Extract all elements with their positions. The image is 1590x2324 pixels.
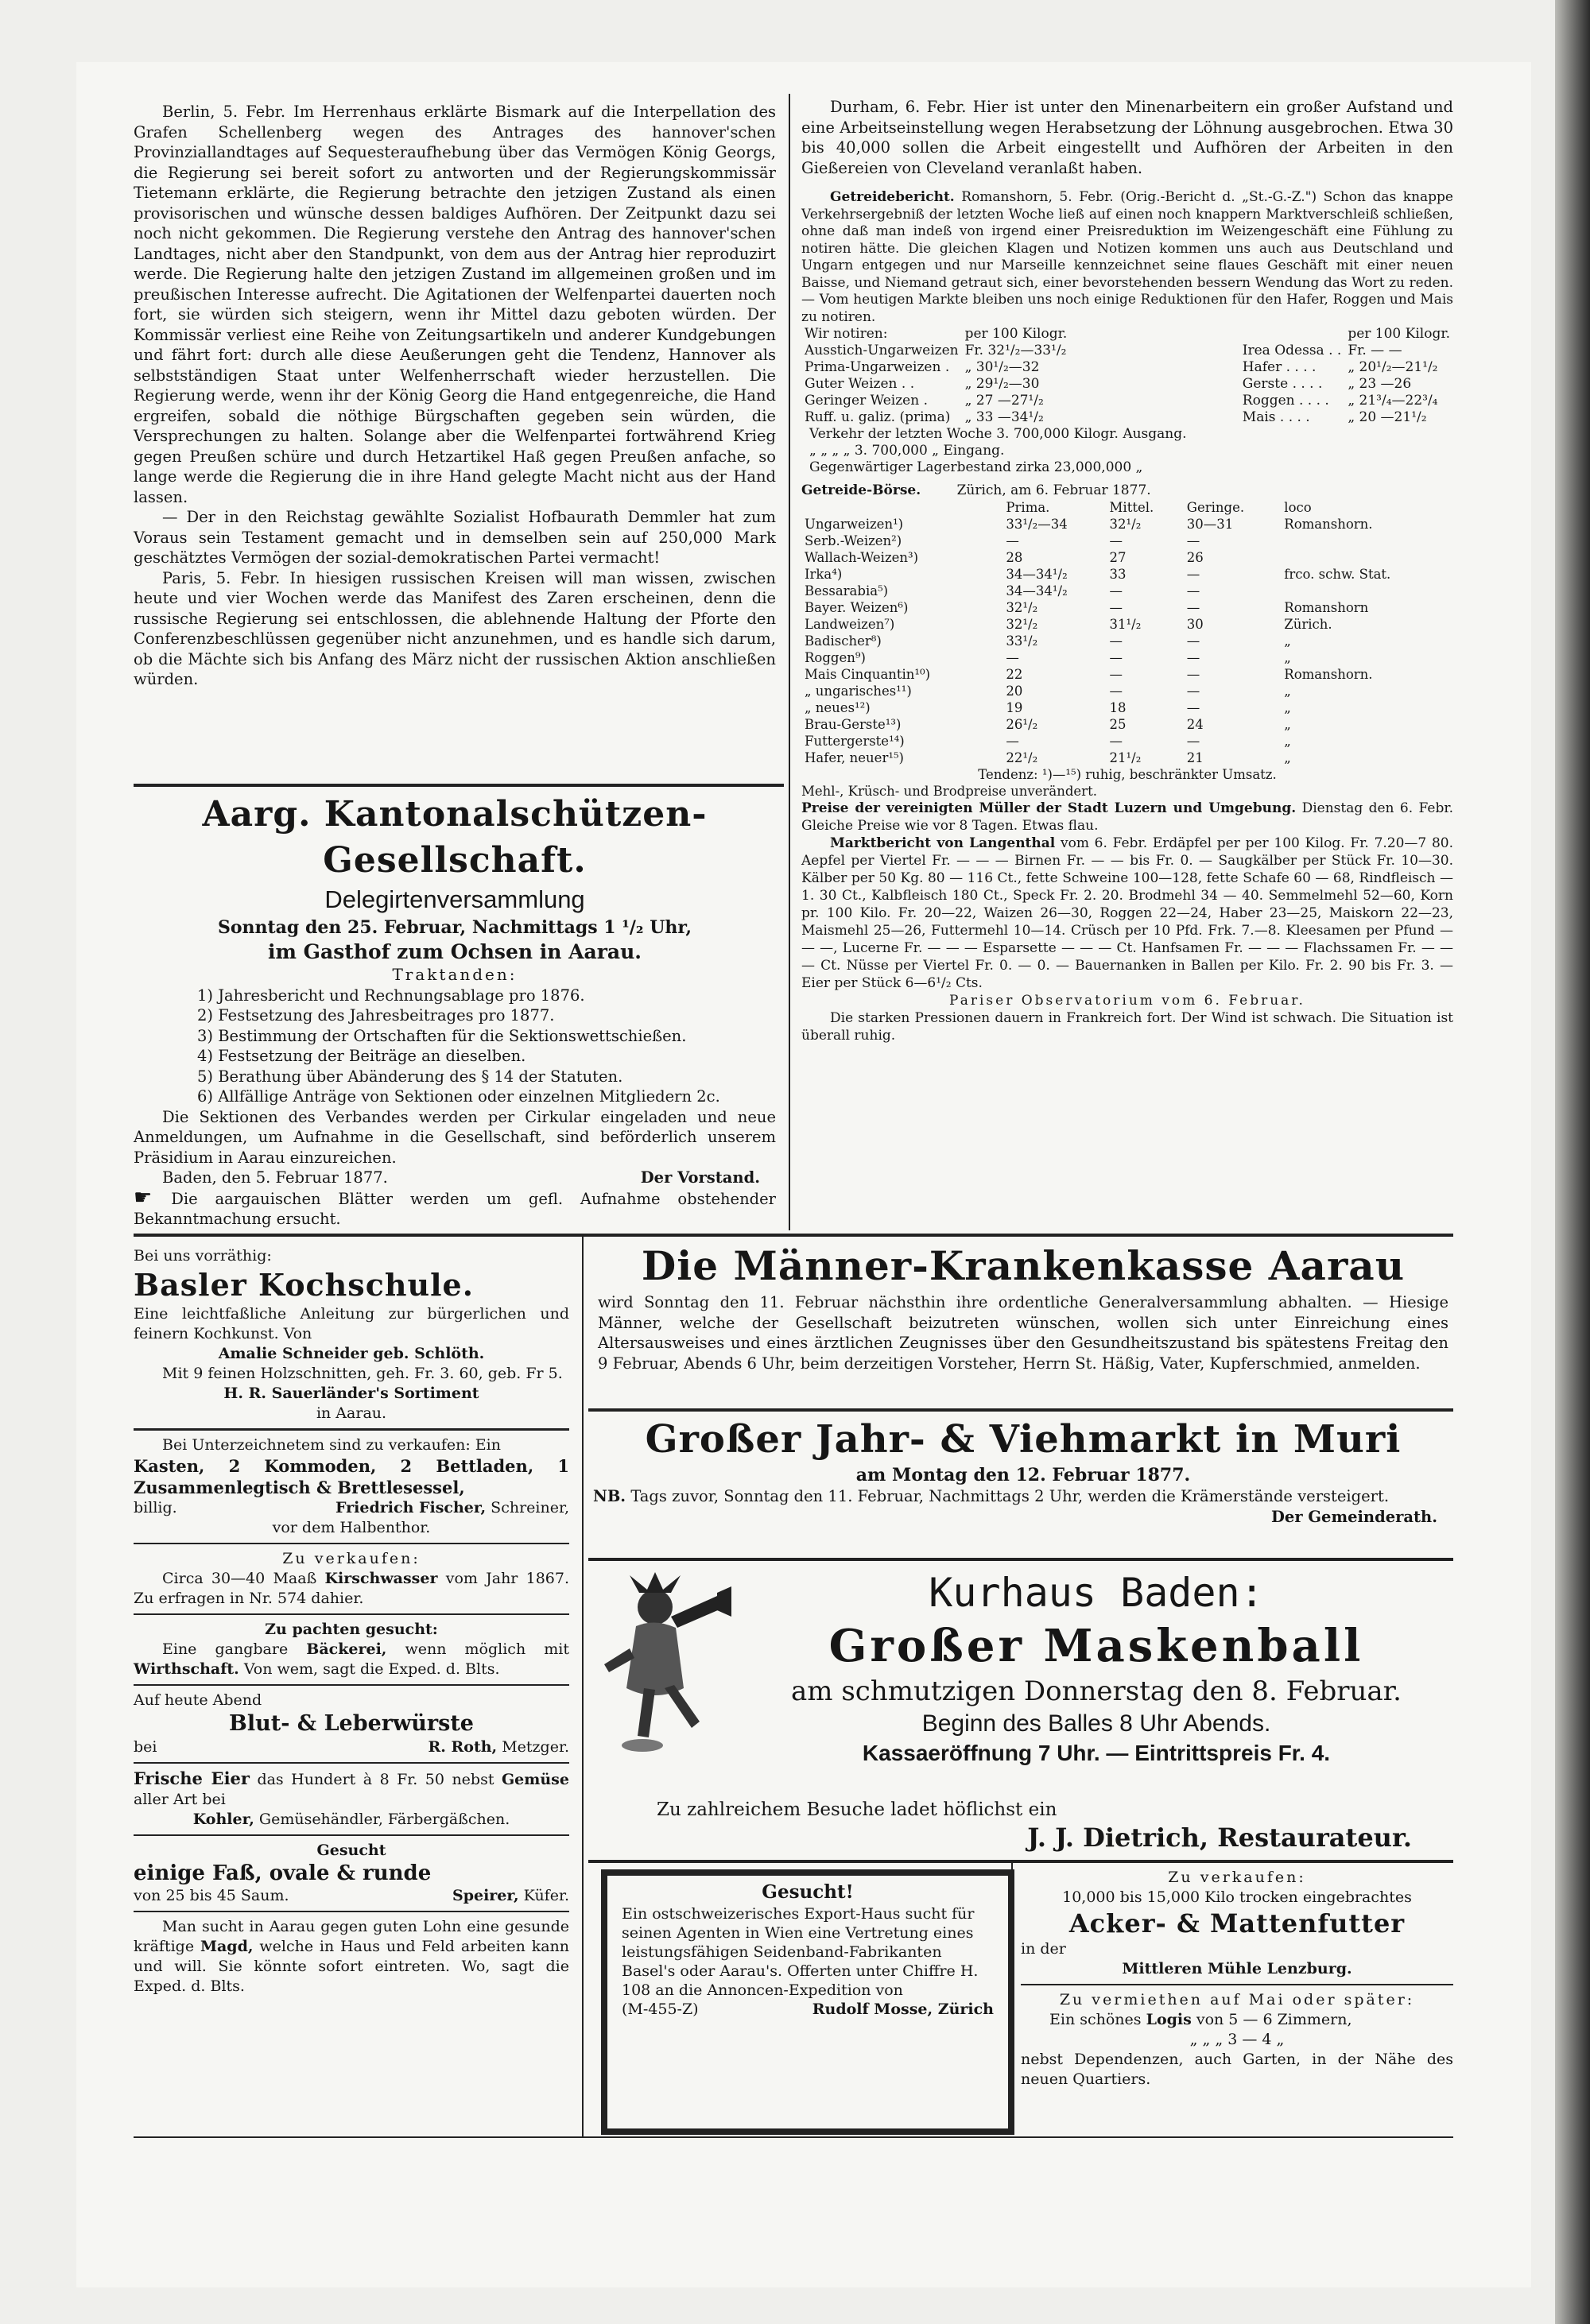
boerse-cell: — xyxy=(1109,600,1123,615)
boerse-cell: — xyxy=(1186,684,1200,699)
wurst-row xyxy=(134,1737,569,1757)
kurhaus-begin: Beginn des Balles 8 Uhr Abends. xyxy=(921,1710,1271,1737)
schuetzen-text: Die Sektionen des Verbandes werden per Cirkular eingeladen und neue Anmeldungen, um Aufnahme in die Gesellschaft, sind beförderlich unserem Präsidium in Aarau einzureichen. xyxy=(134,1107,776,1167)
boerse-cell: Brau-Gerste¹³) xyxy=(805,717,902,732)
boerse-row xyxy=(801,716,1453,733)
fischer-row xyxy=(134,1498,569,1518)
schuetzen-note xyxy=(134,1185,777,1230)
kirsch-text2: vom Jahr 1867. Zu erfragen in Nr. 574 dahier. xyxy=(134,1570,570,1607)
boerse-cell: Bessarabia⁵) xyxy=(805,583,889,598)
boerse-cell: 34—34¹/₂ xyxy=(1006,567,1068,582)
eier-text2: aller Art bei xyxy=(134,1791,226,1808)
getreide-head: Getreidebericht. xyxy=(830,189,955,205)
boerse-cell: 32¹/₂ xyxy=(1006,600,1038,615)
boerse-cell: 21 xyxy=(1186,750,1204,765)
wurst-pre: Auf heute Abend xyxy=(134,1691,262,1709)
scan-edge xyxy=(1555,0,1590,2324)
fischer-name: Friedrich Fischer, xyxy=(335,1499,487,1516)
boerse-cell: 19 xyxy=(1006,700,1023,715)
separator-wide xyxy=(134,1234,1453,1237)
boerse-cell: „ xyxy=(1284,734,1291,749)
muri-text-body: Tags zuvor, Sonntag den 11. Februar, Nachmittags 2 Uhr, werden die Krämerstände versteigert. xyxy=(630,1487,1390,1505)
prices-tables xyxy=(801,326,1453,426)
langenthal-report xyxy=(801,835,1453,992)
durham-article: Durham, 6. Febr. Hier ist unter den Minenarbeitern ein großer Aufstand und eine Arbeitseinstellung wegen Herabsetzung der Löhnung ausgebrochen. Etwa 30 bis 40,000 sollen die Arbeit eingestellt und Aufhören der Arbeiten in den Gießereien von Cleveland veranlaßt haben. xyxy=(801,98,1453,177)
boerse-cell: 20 xyxy=(1006,684,1023,699)
lager-line: Gegenwärtiger Lagerbestand zirka 23,000,000 „ xyxy=(809,459,1143,475)
boerse-cell: 27 xyxy=(1109,550,1127,565)
figure-leg xyxy=(638,1688,655,1737)
boerse-cell: Roggen⁹) xyxy=(805,650,866,665)
eier-bold2: Gemüse xyxy=(501,1771,569,1788)
pointing-hand-icon: ☛ xyxy=(134,1185,172,1210)
observatorium-head: Pariser Observatorium vom 6. Februar. xyxy=(949,993,1305,1009)
boerse-cell: Serb.-Weizen²) xyxy=(805,533,902,548)
kasse-ad xyxy=(593,1240,1453,1373)
eier-text1: das Hundert à 8 Fr. 50 nebst xyxy=(257,1771,494,1788)
ad-rule xyxy=(134,1684,569,1686)
kochschule-author: Amalie Schneider geb. Schlöth. xyxy=(218,1345,485,1362)
tendenz: Tendenz: ¹)—¹⁵) ruhig, beschränkter Umsatz. xyxy=(978,767,1277,782)
kirsch-text1: Circa 30—40 Maaß xyxy=(162,1570,317,1587)
gesucht-head: Gesucht! xyxy=(762,1881,854,1903)
boerse-row xyxy=(801,749,1453,766)
boerse-col: Prima. xyxy=(1006,500,1050,515)
schuetzen-date: Sonntag den 25. Februar, Nachmittags 1 ¹/₂ Uhr, xyxy=(217,917,692,938)
boerse-cell: „ xyxy=(1284,700,1291,715)
faesser-row xyxy=(134,1886,569,1906)
ad-rule xyxy=(134,1834,569,1836)
price-value: „ 33 —34¹/₂ xyxy=(964,409,1044,425)
schuetzen-baden: Baden, den 5. Februar 1877. xyxy=(162,1168,388,1187)
preise-text: Dienstag den 6. Febr. Gleiche Preise wie vor 8 Tagen. Etwas flau. xyxy=(801,800,1454,834)
kochschule-title: Basler Kochschule. xyxy=(134,1267,474,1303)
boerse-row xyxy=(801,699,1453,716)
faesser-name: Speirer, xyxy=(452,1887,519,1904)
boerse-cell: Mais Cinquantin¹⁰) xyxy=(805,667,931,682)
boerse-cell: Romanshorn xyxy=(1284,600,1369,615)
boerse-cell: „ xyxy=(1284,750,1291,765)
column-left-news xyxy=(134,102,776,690)
boerse-cell: 26¹/₂ xyxy=(1006,717,1038,732)
kurhaus-name: J. J. Dietrich, Restaurateur. xyxy=(1027,1822,1412,1853)
boerse-cell: — xyxy=(1186,633,1200,649)
kurhaus-ad xyxy=(739,1567,1453,1768)
pachten-bold2: Wirthschaft. xyxy=(134,1660,239,1678)
boerse-cell: Irka⁴) xyxy=(805,567,843,582)
ad-rule xyxy=(134,1762,569,1764)
boerse-cell: 31¹/₂ xyxy=(1109,617,1142,632)
boerse-cell: frco. schw. Stat. xyxy=(1284,567,1391,582)
boerse-cell: — xyxy=(1109,684,1123,699)
box-divider xyxy=(1011,1863,1013,2135)
muri-nb: NB. xyxy=(593,1487,626,1505)
logis-head: Zu vermiethen auf Mai oder später: xyxy=(1059,1991,1415,2008)
wurst-bei: bei xyxy=(134,1738,157,1756)
price-name: Prima-Ungarweizen . xyxy=(805,359,950,375)
kochschule-pre: Bei uns vorräthig: xyxy=(134,1247,272,1265)
boerse-cell: 22¹/₂ xyxy=(1006,750,1038,765)
price-value: „ 21³/₄—22³/₄ xyxy=(1348,393,1438,409)
faesser-title: einige Faß, ovale & runde xyxy=(134,1861,432,1885)
boerse-cell: Hafer, neuer¹⁵) xyxy=(805,750,904,765)
boerse-row xyxy=(801,549,1453,566)
schuetzen-signature-row xyxy=(134,1168,776,1188)
berlin-article-2: — Der in den Reichstag gewählte Sozialist Hofbaurath Demmler hat zum Voraus sein Testament gemacht und in demselben sein auf 250,000 Mark geschätztes Vermögen der sozial-demokratischen Partei vermacht! xyxy=(134,508,776,567)
boerse-row xyxy=(801,633,1453,649)
boerse-cell: „ xyxy=(1284,717,1291,732)
traktandum: 5) Berathung über Abänderung des § 14 der Statuten. xyxy=(197,1067,623,1086)
wir-notiren: Wir notiren: xyxy=(805,326,888,342)
traktandum: 2) Festsetzung des Jahresbeitrages pro 1877. xyxy=(197,1006,555,1024)
boerse-cell: 24 xyxy=(1186,717,1204,732)
trumpet-bell xyxy=(717,1586,731,1617)
kurhaus-footer xyxy=(636,1798,1439,1853)
muri-sig: Der Gemeinderath. xyxy=(1271,1507,1437,1526)
eier-job: Gemüsehändler, Färbergäßchen. xyxy=(258,1811,510,1828)
boerse-cell: 32¹/₂ xyxy=(1006,617,1038,632)
logis-text3: nebst Dependenzen, auch Garten, in der Nähe des neuen Quartiers. xyxy=(1021,2051,1453,2088)
kirsch-head: Zu verkaufen: xyxy=(282,1550,421,1567)
wurst-name: R. Roth, xyxy=(428,1738,498,1756)
futter-place: Mittleren Mühle Lenzburg. xyxy=(1122,1960,1352,1977)
magd-text1: Man sucht in Aarau gegen guten Lohn eine gesunde kräftige xyxy=(134,1918,569,1955)
schuetzen-title: Aarg. Kantonalschützen-Gesellschaft. xyxy=(202,794,708,881)
boerse-row xyxy=(801,683,1453,699)
futter-in: in der xyxy=(1021,1940,1066,1958)
boerse-cell: 26 xyxy=(1186,550,1204,565)
gesucht-text: Ein ostschweizerisches Export-Haus sucht für seinen Agenten in Wien eine Vertretung eines leistungsfähigen Seidenband-Fabrikanten Basel's oder Aarau's. Offerten unter Chiffre H. 108 an die Annoncen-Expedition von xyxy=(622,1905,979,1999)
traktandum: 6) Allfällige Anträge von Sektionen oder einzelnen Mitgliedern 2c. xyxy=(197,1087,720,1106)
boerse-body xyxy=(801,516,1453,766)
separator-left-1 xyxy=(134,784,784,787)
fischer-pre: Bei Unterzeichnetem sind zu verkaufen: Ein xyxy=(162,1436,501,1454)
schuetzen-sub: Delegirtenversammlung xyxy=(324,885,585,913)
verkehr-block xyxy=(801,426,1453,476)
logis-text1: Ein schönes xyxy=(1049,2011,1142,2028)
observatorium-text: Die starken Pressionen dauern in Frankreich fort. Der Wind ist schwach. Die Situation ist überall ruhig. xyxy=(801,1010,1453,1044)
pachten-text3: Von wem, sagt die Exped. d. Blts. xyxy=(243,1660,500,1678)
figure-shadow xyxy=(622,1739,663,1752)
fischer-items: Kasten, 2 Kommoden, 2 Bettladen, 1 Zusammenlegtisch & Brettlesessel, xyxy=(134,1456,569,1497)
eier-name: Kohler, xyxy=(192,1811,254,1828)
traktandum: 3) Bestimmung der Ortschaften für die Sektionswettschießen. xyxy=(197,1026,687,1045)
gesucht-code: (M-455-Z) xyxy=(622,2001,699,2018)
magd-text xyxy=(134,1917,569,1997)
fischer-addr: vor dem Halbenthor. xyxy=(272,1519,431,1536)
kochschule-city: in Aarau. xyxy=(316,1404,387,1422)
boerse-cell: Ungarweizen¹) xyxy=(805,517,904,532)
pachten-bold1: Bäckerei, xyxy=(306,1640,387,1658)
ad-rule xyxy=(134,1911,569,1912)
verkehr-line: „ „ „ „ 3. 700,000 „ Eingang. xyxy=(809,443,1005,459)
small-ads-column xyxy=(134,1246,569,1997)
gesucht-row xyxy=(622,2000,994,2019)
column-divider xyxy=(789,94,790,1230)
price-value: „ 23 —26 xyxy=(1348,376,1412,392)
boerse-cell: „ xyxy=(1284,633,1291,649)
preise-luzern xyxy=(801,800,1453,835)
kirsch-bold: Kirschwasser xyxy=(324,1570,438,1587)
getreide-report xyxy=(801,189,1453,326)
boerse-header xyxy=(801,482,1453,499)
pachten-text1: Eine gangbare xyxy=(162,1640,289,1658)
boerse-cell: Futtergerste¹⁴) xyxy=(805,734,905,749)
berlin-article: Berlin, 5. Febr. Im Herrenhaus erklärte Bismark auf die Interpellation des Grafen Schellenberg wegen des Antrages des hannover'schen Provinziallandtages auf Sequesteraufhebung über das Vermögen König Georgs, die Regierung sei bereit sofort zu antworten und der Regierungskommissär Tietemann erklärte, die Regierung betrachte den jetzigen Zustand als einen provisorischen und wünsche dessen baldiges Aufhören. Der Zeitpunkt dazu sei noch nicht gekommen. Die Regierung verstehe den Antrag des hannover'schen Landtages, nicht aber den Standpunkt, von dem aus der Antrag hier reproduzirt werde. Die Regierung halte den jetzigen Zustand im allgemeinen großen und im preußischen Interesse aufrecht. Die Agitationen der Welfenpartei dauerten noch fort, sie würden sich steigern, wenn ihr Mittel dazu geboten würden. Der Kommissär verliest eine Reihe von Zeitungsartikeln und anderer Kundgebungen und fährt fort: durch alle diese Aeußerungen geht die Tendenz, Hannover als selbstständigen Staat unter Welfenherrschaft wieder herzustellen. Die Regierung werde, wenn ihr der König Georg die Hand entgegenreiche, die Hand ergreifen, sobald die nöthige Bürgschaften gegeben sein würden, die Versprechungen zu halten. Solange aber die Welfenpartei fortwährend Krieg gegen Preußen schüre und durch Hetzartikel Haß gegen Preußen anfache, so lange werde die Regierung die in ihre Hand gelegte Macht nicht aus der Hand lassen. xyxy=(134,103,776,506)
figure-body xyxy=(626,1622,684,1695)
boerse-row xyxy=(801,566,1453,583)
wurst-job: Metzger. xyxy=(502,1738,569,1756)
ad-rule xyxy=(1021,1984,1453,1985)
boerse-cell: — xyxy=(1186,667,1200,682)
separator-kasse xyxy=(588,1408,1453,1412)
price-value: „ 20 —21¹/₂ xyxy=(1348,409,1427,425)
magd-bold: Magd, xyxy=(200,1938,254,1955)
separator-muri xyxy=(588,1558,1453,1561)
boerse-head-row xyxy=(801,499,1453,516)
boerse-row xyxy=(801,649,1453,666)
boerse-cell: — xyxy=(1109,533,1123,548)
price-name: Roggen . . . . xyxy=(1242,393,1329,409)
magd-text2: welche in Haus und Feld arbeiten kann und will. Sie könnte sofort eintreten. Wo, sagt die Exped. d. Blts. xyxy=(134,1938,570,1995)
boerse-place: Zürich, am 6. Februar 1877. xyxy=(956,482,1151,498)
price-name: Geringer Weizen . xyxy=(805,393,928,409)
boerse-cell: „ xyxy=(1284,684,1291,699)
preise-head: Preise der vereinigten Müller der Stadt Luzern und Umgebung. xyxy=(801,800,1297,816)
faesser-job: Küfer. xyxy=(523,1887,569,1904)
separator-kurhaus xyxy=(588,1860,1453,1863)
boerse-cell: 18 xyxy=(1109,700,1127,715)
futter-title: Acker- & Mattenfutter xyxy=(1068,1908,1406,1939)
price-value: Fr. — — xyxy=(1348,343,1402,358)
futter-text: 10,000 bis 15,000 Kilo trocken eingebrachtes xyxy=(1062,1888,1412,1906)
traktandum: 1) Jahresbericht und Rechnungsablage pro 1876. xyxy=(197,986,585,1005)
kochschule-seller: H. R. Sauerländer's Sortiment xyxy=(223,1385,479,1402)
trumpet xyxy=(671,1596,725,1628)
kochschule-price: Mit 9 feinen Holzschnitten, geh. Fr. 3. 60, geb. Fr 5. xyxy=(162,1365,563,1382)
muri-title: Großer Jahr- & Viehmarkt in Muri xyxy=(645,1417,1402,1462)
boerse-cell: — xyxy=(1186,533,1200,548)
per-kilo: per 100 Kilogr. xyxy=(964,326,1068,342)
boerse-cell: Wallach-Weizen³) xyxy=(805,550,919,565)
boerse-cell: — xyxy=(1109,734,1123,749)
ad-rule xyxy=(134,1543,569,1544)
prices-left-table xyxy=(801,326,1070,426)
faesser-text: von 25 bis 45 Saum. xyxy=(134,1887,289,1904)
gesucht-box xyxy=(601,1869,1014,2135)
logis-line2: „ „ „ 3 — 4 „ xyxy=(1189,2031,1285,2048)
logis-bold: Logis xyxy=(1146,2011,1192,2028)
boerse-head: Getreide-Börse. xyxy=(801,482,921,498)
price-name: Ruff. u. galiz. (prima) xyxy=(805,409,951,425)
boerse-cell: 25 xyxy=(1109,717,1127,732)
boerse-cell: „ neues¹²) xyxy=(805,700,871,715)
ads-divider xyxy=(582,1237,584,2136)
boerse-cell: — xyxy=(1006,734,1019,749)
schuetzen-ad xyxy=(134,792,776,1230)
price-name: Guter Weizen . . xyxy=(805,376,915,392)
pachten-text2: wenn möglich mit xyxy=(405,1640,569,1658)
paris-article: Paris, 5. Febr. In hiesigen russischen Kreisen will man wissen, zwischen heute und vier Wochen werde das Manifest des Zaren erscheinen, denn die russische Regierung sei entschlossen, die ablehnende Haltung der Pforte den Conferenzbeschlüssen gegenüber nicht anzunehmen, und es handle sich darum, ob die Mächte sich bis Anfang des März nicht der russischen Aktion anschließen würden. xyxy=(134,568,776,688)
boerse-cell: — xyxy=(1006,650,1019,665)
boerse-cell: 30 xyxy=(1186,617,1204,632)
schuetzen-traktanden: Traktanden: xyxy=(392,965,518,984)
boerse-cell: Romanshorn. xyxy=(1284,667,1373,682)
eier-text xyxy=(134,1768,569,1810)
boerse-cell: — xyxy=(1109,583,1123,598)
boerse-col xyxy=(801,499,1002,516)
muri-ad xyxy=(593,1415,1453,1527)
futter-logis-ads xyxy=(1021,1868,1453,2090)
mehl: Mehl-, Krüsch- und Brodpreise unverändert. xyxy=(801,784,1097,799)
fischer-billig: billig. xyxy=(134,1499,177,1516)
bottom-rule xyxy=(134,2136,1453,2138)
boerse-cell: 21¹/₂ xyxy=(1109,750,1142,765)
ad-rule xyxy=(134,1428,569,1431)
boerse-cell: — xyxy=(1186,650,1200,665)
kurhaus-invite: Zu zahlreichem Besuche ladet höflichst ein xyxy=(657,1799,1057,1820)
boerse-col: loco xyxy=(1284,500,1312,515)
figure-leg xyxy=(665,1685,700,1728)
price-value: „ 27 —27¹/₂ xyxy=(964,393,1044,409)
boerse-cell: — xyxy=(1109,633,1123,649)
getreide-text: Romanshorn, 5. Febr. (Orig.-Bericht d. „St.-G.-Z.") Schon das knappe Verkehrsergebniß der letzten Woche ließ auf einen noch knappern Marktverschleiß schließen, ohne daß man indeß von irgend einer Preisreduktion im Weizengeschäft eine Fühlung zu notiren hätte. Die gleichen Klagen und Notizen kommen uns auch aus Deutschland und Ungarn entgegen und nur Marseille kennzeichnet seine flaues Geschäft mit einer neuen Baisse, und Niemand getraut sich, einer bevorstehenden bessern Wendung das Wort zu reden. — Vom heutigen Markte bleiben uns noch einige Reduktionen für den Hafer, Roggen und Mais zu notiren. xyxy=(801,189,1453,325)
boerse-row xyxy=(801,583,1453,599)
gesucht-content xyxy=(622,1881,994,2019)
verkehr-line: Verkehr der letzten Woche 3. 700,000 Kilogr. Ausgang. xyxy=(809,426,1187,442)
eier-bold: Frische Eier xyxy=(134,1768,250,1788)
price-value: „ 30¹/₂—32 xyxy=(964,359,1040,375)
wurst-title: Blut- & Leberwürste xyxy=(229,1711,474,1736)
figure-head xyxy=(638,1590,673,1625)
boerse-cell: 33¹/₂—34 xyxy=(1006,517,1068,532)
boerse-cell xyxy=(1281,583,1453,599)
futter-head: Zu verkaufen: xyxy=(1168,1869,1306,1886)
boerse-cell xyxy=(1281,549,1453,566)
price-value: Fr. 32¹/₂—33¹/₂ xyxy=(964,343,1067,358)
price-name: Hafer . . . . xyxy=(1242,359,1317,375)
ad-rule xyxy=(134,1613,569,1615)
boerse-cell xyxy=(1281,533,1453,549)
boerse-row xyxy=(801,666,1453,683)
kochschule-desc: Eine leichtfaßliche Anleitung zur bürgerlichen und feinern Kochkunst. Von xyxy=(134,1305,569,1342)
schuetzen-place: im Gasthof zum Ochsen in Aarau. xyxy=(268,940,642,963)
boerse-cell: — xyxy=(1109,650,1123,665)
boerse-cell: 34—34¹/₂ xyxy=(1006,583,1068,598)
boerse-cell: „ ungarisches¹¹) xyxy=(805,684,912,699)
boerse-cell: „ xyxy=(1284,650,1291,665)
kasse-text: wird Sonntag den 11. Februar nächsthin ihre ordentliche Generalversammlung abhalten. — Hiesige Männer, welche der Gesellschaft beizutreten wünschen, wollen sich unter Einreichung eines Altersausweises und eines ärztlichen Zeugnisses über den Gesundheitszustand bis spätestens Freitag den 9 Februar, Abends 6 Uhr, beim derzeitigen Vorsteher, Herrn St. Häßig, Vater, Kupferschmied, anmelden. xyxy=(598,1293,1448,1373)
price-name: Gerste . . . . xyxy=(1242,376,1323,392)
boerse-cell: — xyxy=(1109,667,1123,682)
boerse-cell: — xyxy=(1006,533,1019,548)
langenthal-head: Marktbericht von Langenthal xyxy=(830,835,1056,851)
gesucht-name: Rudolf Mosse, Zürich xyxy=(812,2001,994,2018)
boerse-cell: Romanshorn. xyxy=(1284,517,1373,532)
boerse-cell: — xyxy=(1186,734,1200,749)
logis-text2: von 5 — 6 Zimmern, xyxy=(1196,2011,1352,2028)
price-name: Irea Odessa . . xyxy=(1242,343,1342,358)
price-value: „ 20¹/₂—21¹/₂ xyxy=(1348,359,1438,375)
muri-date: am Montag den 12. Februar 1877. xyxy=(855,1465,1191,1485)
price-name: Ausstich-Ungarweizen xyxy=(805,343,959,358)
logis-text xyxy=(1021,2010,1453,2030)
boerse-cell: 33¹/₂ xyxy=(1006,633,1038,649)
faesser-head: Gesucht xyxy=(316,1842,386,1859)
jester-hat xyxy=(630,1572,681,1593)
kasse-title: Die Männer-Krankenkasse Aarau xyxy=(641,1242,1406,1289)
harlequin-illustration xyxy=(598,1569,733,1760)
muri-text xyxy=(593,1486,1453,1507)
boerse-cell: — xyxy=(1186,567,1200,582)
boerse-cell: Zürich. xyxy=(1284,617,1332,632)
schuetzen-vorstand: Der Vorstand. xyxy=(640,1168,760,1187)
boerse-cell: 22 xyxy=(1006,667,1023,682)
kurhaus-date: am schmutzigen Donnerstag den 8. Februar. xyxy=(791,1675,1402,1707)
boerse-cell: Badischer⁸) xyxy=(805,633,882,649)
boerse-row xyxy=(801,533,1453,549)
boerse-cell: — xyxy=(1186,583,1200,598)
pachten-text xyxy=(134,1640,569,1679)
pachten-head: Zu pachten gesucht: xyxy=(265,1621,438,1638)
kochschule-head-row xyxy=(134,1266,569,1304)
boerse-cell: 28 xyxy=(1006,550,1023,565)
boerse-cell: 32¹/₂ xyxy=(1109,517,1142,532)
kurhaus-ball: Großer Maskenball xyxy=(828,1620,1364,1672)
fischer-job: Schreiner, xyxy=(491,1499,569,1516)
kurhaus-title: Kurhaus Baden: xyxy=(929,1570,1264,1616)
column-right-market xyxy=(801,97,1453,1044)
boerse-cell: 30—31 xyxy=(1186,517,1234,532)
traktandum: 4) Festsetzung der Beiträge an dieselben. xyxy=(197,1047,526,1065)
boerse-cell: — xyxy=(1186,600,1200,615)
boerse-col: Geringe. xyxy=(1186,500,1245,515)
boerse-cell: Landweizen⁷) xyxy=(805,617,895,632)
boerse-col: Mittel. xyxy=(1109,500,1154,515)
per-kilo: per 100 Kilogr. xyxy=(1348,326,1450,342)
price-value: „ 29¹/₂—30 xyxy=(964,376,1040,392)
kurhaus-kasse: Kassaeröffnung 7 Uhr. — Eintrittspreis Fr. 4. xyxy=(862,1741,1331,1765)
boerse-row xyxy=(801,599,1453,616)
schuetzen-note-text: Die aargauischen Blätter werden um gefl. Aufnahme obstehender Bekanntmachung ersucht. xyxy=(134,1189,777,1228)
boerse-row xyxy=(801,516,1453,533)
langenthal-text: vom 6. Febr. Erdäpfel per per 100 Kilog. Fr. 7.20—7 80. Aepfel per Viertel Fr. — — — Birnen Fr. — — bis Fr. 0. — Saugkälber per Stück Fr. 10—30. Kälber per 50 Kg. 80 — 116 Ct., fette Schweine 100—128, fette Schafe 60 — 68, Rindfleisch — 1. 30 Ct., Kalbfleisch 180 Ct., Speck Fr. 2. 20. Brodmehl 34 — 40. Semmelmehl 52—60, Korn pr. 100 Kilo. Fr. 20—22, Waizen 26—30, Roggen 22—24, Haber 23—25, Maiskorn 22—23, Maismehl 25—26, Futtermehl 10—14. Crüsch per 10 Pfd. Frk. 7.—8. Kleesamen per Pfund — — —, Lucerne Fr. — — — Esparsette — — — Ct. Hanfsamen Fr. — — — Flachssamen Fr. — — — Ct. Nüsse per Viertel Fr. 0. — 0. — Bauernanken in Ballen per Kilo. Fr. 2. 90 bis Fr. 3. — Eier per Stück 6—6¹/₂ Cts. xyxy=(801,835,1453,991)
boerse-cell: — xyxy=(1186,700,1200,715)
boerse-cell: 33 xyxy=(1109,567,1127,582)
price-name: Mais . . . . xyxy=(1242,409,1310,425)
boerse-row xyxy=(801,733,1453,749)
boerse-cell: Bayer. Weizen⁶) xyxy=(805,600,909,615)
boerse-row xyxy=(801,616,1453,633)
boerse-table xyxy=(801,499,1453,766)
prices-right-table xyxy=(1239,326,1453,426)
schuetzen-items xyxy=(134,986,776,1107)
kirsch-text xyxy=(134,1569,569,1609)
